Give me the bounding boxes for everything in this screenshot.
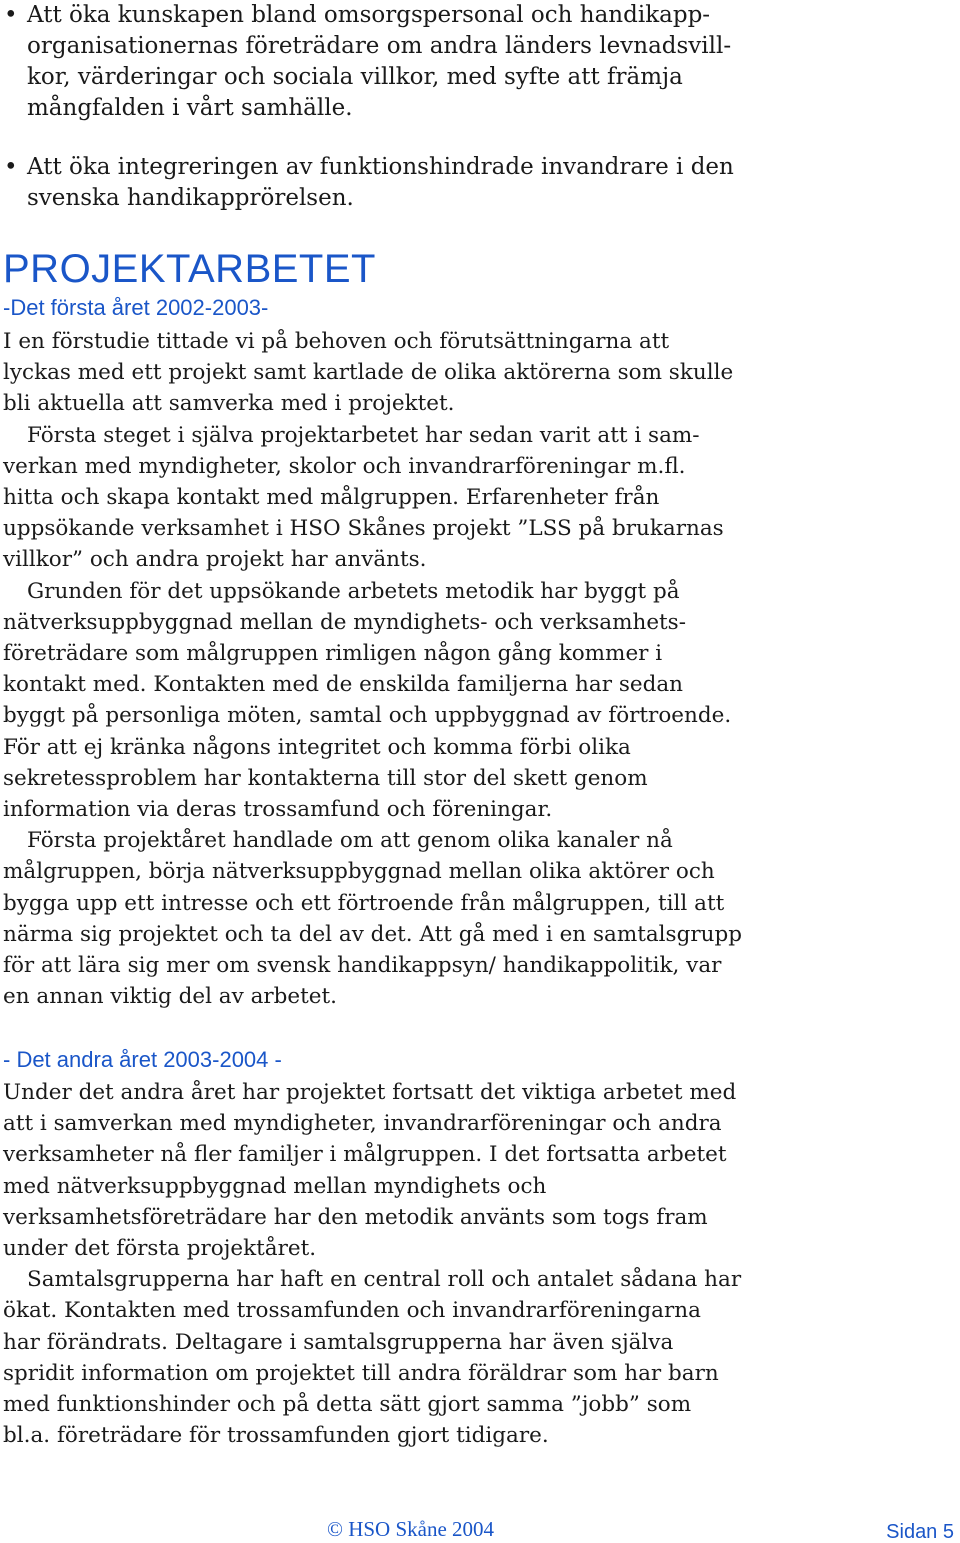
goal-list — [0, 0, 960, 242]
subheading-first-year: -Det första året 2002-2003- — [3, 295, 269, 320]
bullet-icon: • — [4, 154, 18, 180]
page-number: Sidan 5 — [886, 1521, 954, 1543]
paragraph: Grunden för det uppsökande arbetets metodik har byggt på nätverksuppbyggnad mellan de myndighets- och verksamhetsföreträdare som målgruppen rimligen någon gång kommer i kontakt med. Kontakten med de enskilda familjerna har sedan byggt på personliga möten, samtal och uppbyggnad av förtroende. För att ej kränka någons integritet och komma förbi olika sekretessproblem har kontakterna till stor del skett genom information via deras trossamfund och föreningar. — [3, 578, 732, 823]
paragraph: Första projektåret handlade om att genom olika kanaler nå målgruppen, börja nätverksuppbyggnad mellan olika aktörer och bygga upp ett intresse och ett förtroende från målgruppen, till att närma sig projektet och ta del av det. Att gå med i en samtalsgrupp för att lära sig mer om svensk handikappsyn/ handikappolitik, var en annan viktig del av arbetet. — [3, 828, 742, 1010]
paragraph: Samtalsgrupperna har haft en central roll och antalet sådana har ökat. Kontakten med trossamfunden och invandrarföreningarna har förändrats. Deltagare i samtalsgrupperna har även själva spridit information om projektet till andra föräldrar som har barn med funktionshinder och på detta sätt gjort samma ”jobb” som bl.a. företrädare för trossamfunden gjort tidigare. — [3, 1267, 742, 1449]
footer-copyright: © HSO Skåne 2004 — [327, 1517, 495, 1541]
paragraph: Första steget i själva projektarbetet har sedan varit att i samverkan med myndigheter, skolor och invandrarföreningar m.fl. hitta och skapa kontakt med målgruppen. Erfarenheter från uppsökande verksamhet i HSO Skånes projekt ”LSS på brukarnas villkor” och andra projekt har använts. — [3, 422, 724, 573]
paragraph: Under det andra året har projektet fortsatt det viktiga arbetet med att i samverkan med myndigheter, invandrarföreningar och andra verksamheter nå fler familjer i målgruppen. I det fortsatta arbetet med nätverksuppbyggnad mellan myndighets och verksamhetsföreträdare har den metodik använts som togs fram under det första projektåret. — [3, 1080, 737, 1262]
list-item-text: Att öka integreringen av funktionshindrade invandrare i den svenska handikapprörelsen. — [27, 154, 734, 211]
list-item — [0, 0, 757, 124]
bullet-icon: • — [4, 2, 18, 28]
paragraph: I en förstudie tittade vi på behoven och förutsättningarna att lyckas med ett projekt samt kartlade de olika aktörerna som skulle bli aktuella att samverka med i projektet. — [3, 329, 734, 417]
section-heading: PROJEKTARBETET — [3, 247, 376, 291]
list-item — [0, 152, 757, 214]
subheading-second-year: - Det andra året 2003-2004 - — [3, 1047, 282, 1072]
section-second-year — [3, 1077, 743, 1451]
list-item-text: Att öka kunskapen bland omsorgspersonal och handikapporganisationernas företrädare om andra länders levnadsvillkor, värderingar och sociala villkor, med syfte att främja mångfalden i vårt samhälle. — [27, 2, 732, 121]
section-first-year — [3, 326, 743, 1012]
